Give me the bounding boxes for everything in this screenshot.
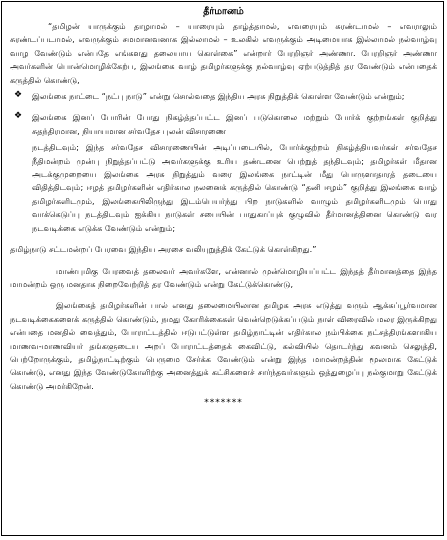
diamond-bullet-icon: ❖ <box>14 111 23 122</box>
speaker-request-paragraph: மாண்புமிகு பேரவைத் தலைவர் அவர்களே, என்னால் முன்மொழியப்பட்ட இந்தத் தீர்மானத்தை இந்த மாமன்றம் ஒரு மனதாக நிறைவேற்றித் தர வேண்டும் என்று கேட்டுக்கொண்டு, <box>10 265 437 289</box>
bullet-international-inquiry-rest: நடத்திடவும்; இந்த சர்வதேச விசாரணையின் அடிப்படையில், போர்க்குற்றம் நிகழ்த்தியவர்கள் சர்வதேச நீதிமன்றம் முன்பு நிறுத்தப்பட்டு அவர்களுக்கு உரிய தண்டனை பெற்றுத் தந்திடவும்; தமிழர்கள் மீதான அடக்குமுறையை இலங்கை அரசு நிறுத்தும் வரை இலங்கை நாட்டின் மீது பொருளாதாரத் தடையை விதித்திடவும்; ஈழத் தமிழர்களின் எதிர்கால நலனைக் கருத்தில் கொண்டு “தனி ஈழம்” குறித்து இலங்கை வாழ் தமிழர்களிடமும், இலங்கையிலிருந்து இடம்பெயர்ந்து பிற நாடுகளில் வாழும் தமிழர்களிடமும் பொது வாக்கெடுப்பு நடத்திடவும் ஐக்கிய நாடுகள் சபையின் பாதுகாப்புக் குழுவில் தீர்மானத்தினை கொண்டு வர நடவடிக்கை எடுக்க வேண்டும் என்றும்; <box>32 142 437 233</box>
spacer <box>10 291 437 299</box>
students-appeal-paragraph: இலங்கைத் தமிழர்களின் பால் எனது தலைமையிலான தமிழக அரசு எடுத்து வரும் ஆக்கப்பூர்வமான நடவடிக்கைகளைக் கருத்தில் கொண்டும், நமது கோரிக்கைகள் வென்றெடுக்கப்படும் நாள் விரைவில் மலர இருக்கிறது என்பதை மனதில் வைத்தும், போராட்டத்தில் ஈடுபட்டுள்ள தமிழ்நாட்டின் எதிர்கால நம்பிக்கை நட்சத்திரங்களாகிய மாணவ-மாணவியர் தங்களுடைய அறப் போராட்டத்தைக் கைவிட்டு, கல்வியில் தொடர்ந்து கவனம் செலுத்தி, பெற்றோருக்கும், தமிழ்நாட்டிற்கும் பெருமை சேர்க்க வேண்டும் என்று இந்த மாமன்றத்தின் மூலமாக கேட்டுக் கொண்டு, எனது இந்த வேண்டுகோளிற்கு அனைத்துக் கட்சிகளைச் சார்ந்தவர்களும் ஒத்துழைப்பு நல்குமாறு கேட்டுக் கொண்டு அமர்கிறேன். <box>10 300 437 391</box>
bullet-international-inquiry <box>10 111 437 138</box>
bullet-international-inquiry-continuation <box>10 141 437 235</box>
spacer <box>10 257 437 265</box>
end-stars: ******* <box>204 398 243 409</box>
bullet-international-inquiry-lead: இலங்கை இனப் போரின் போது நிகழ்த்தப்பட்ட இனப் படுகொலை மற்றும் போர்க் குற்றங்கள் குறித்து சுதந்திரமான, நியாயமான சர்வதேச புலன் விசாரணை <box>32 112 437 136</box>
bullet-friendly-nation <box>10 90 437 103</box>
resolution-page <box>1 1 444 536</box>
bullet-friendly-nation-text: இலங்கை நாட்டை “நட்பு நாடு” என்று சொல்வதை இந்திய அரசு நிறுத்திக் கொள்ள வேண்டும் என்றும்; <box>32 91 405 102</box>
page-title: தீர்மானம் <box>203 6 244 17</box>
diamond-bullet-icon: ❖ <box>14 90 23 101</box>
spacer <box>10 103 437 111</box>
spacer <box>10 235 437 243</box>
assembly-urges-paragraph: தமிழ்நாடு சட்டமன்றப் பேரவை இந்திய அரசை வலியுறுத்திக் கேட்டுக் கொள்கிறது.” <box>10 244 317 255</box>
opening-quote-paragraph: “தமிழன் யாருக்கும் தாழாமல் – யாரையும் தாழ்த்தாமல், எவரையும் சுரண்டாமல் – எவராலும் சுரண்டப்படாமல், எவருக்கும் சமமானவனாக இல்லாமல் – உலகில் எவருக்கும் அடிமையாக இல்லாமல் நல்வாழ்வு வாழ வேண்டும் என்பதே எங்களது தலையாய கொள்கை” என்றார் பேரறிஞர் அண்ணா. பேரறிஞர் அண்ணா அவர்களின் பொன்மொழிக்கேற்ப, இலங்கை வாழ் தமிழர்களுக்கு நல்வாழ்வு ஏற்படுத்தித் தர வேண்டும் என்பதைக் கருத்தில் கொண்டு, <box>10 21 437 85</box>
